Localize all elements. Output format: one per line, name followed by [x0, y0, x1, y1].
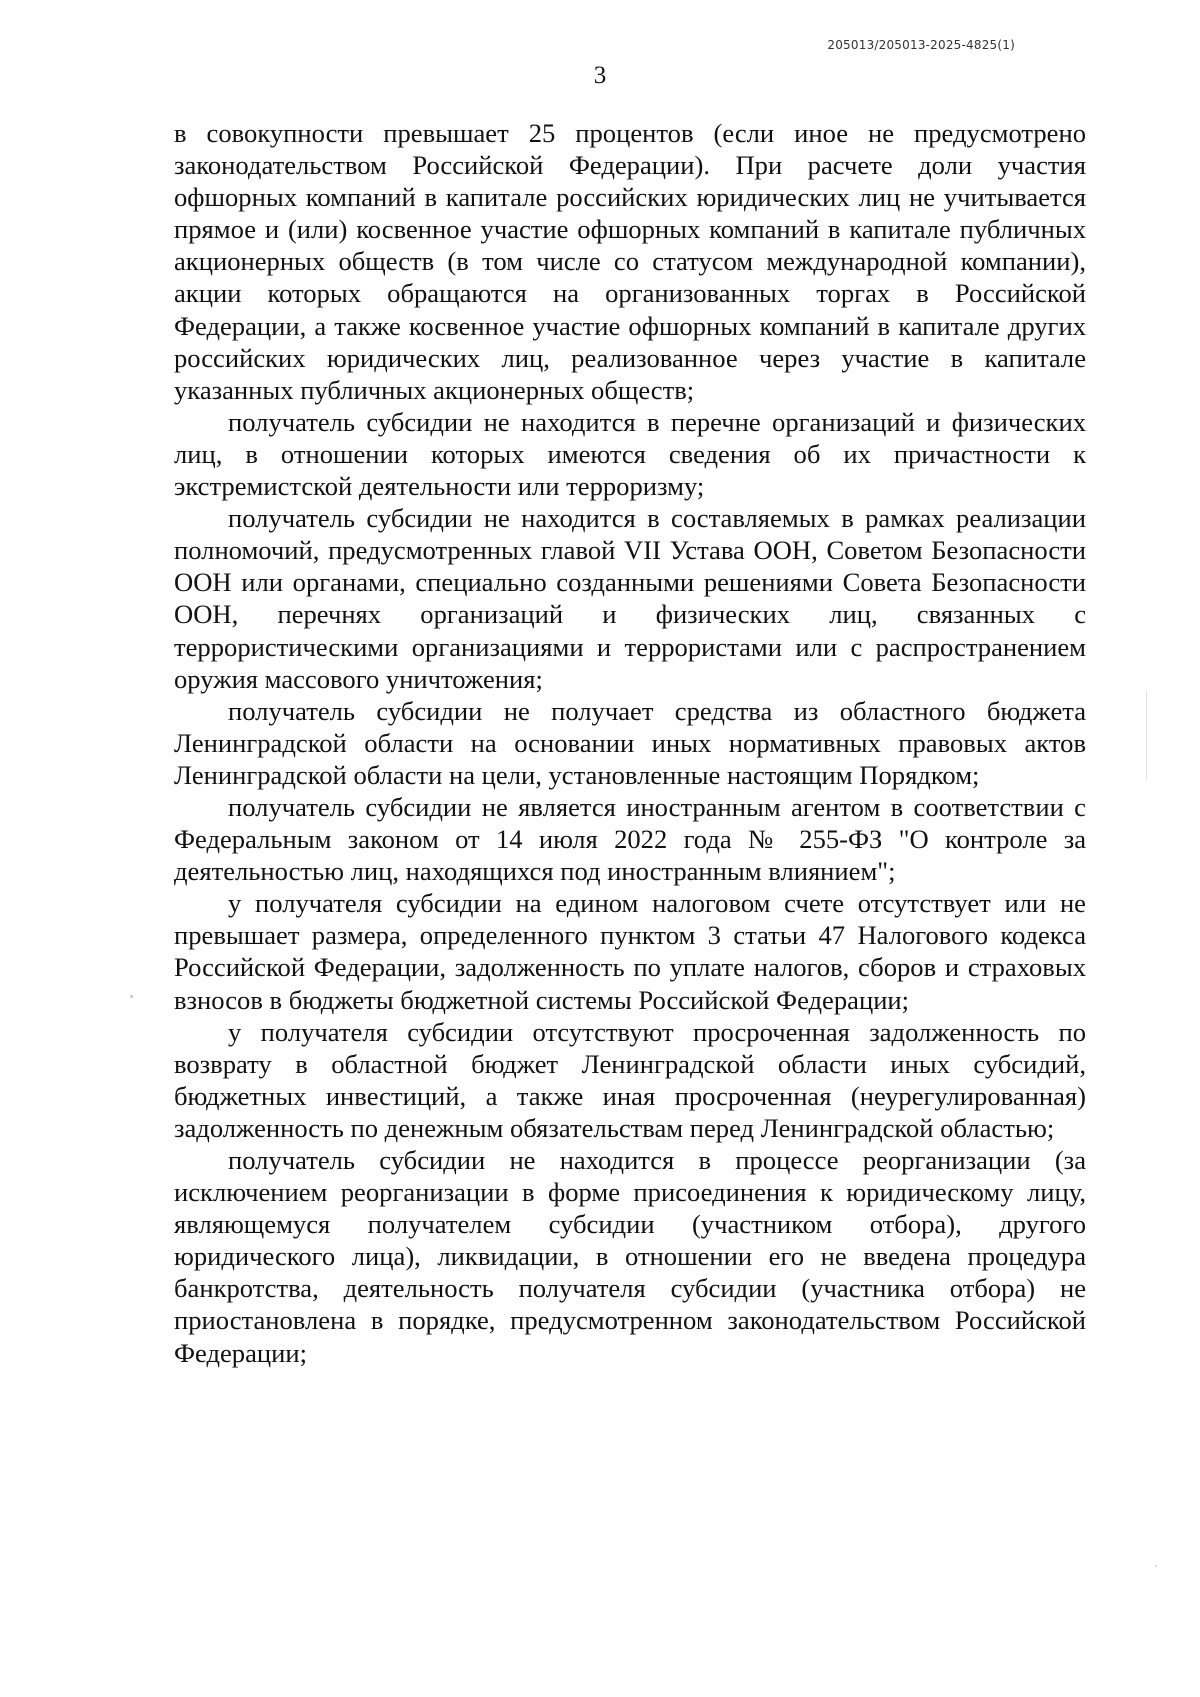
- scan-artifact-speck: [1155, 1565, 1157, 1567]
- paragraph-overdue-debt: у получателя субсидии отсутствуют просроченная задолженность по возврату в областной бюджет Ленинградской области иных субсидий, бюджетных инвестиций, а также иная просроченная (неурегулированная) задолженность по денежным обязательствам перед Ленинградской областью;: [174, 1016, 1086, 1143]
- page-number: 3: [593, 62, 607, 89]
- scan-artifact-speck: [130, 995, 133, 998]
- paragraph-tax-debt: у получателя субсидии на едином налоговом счете отсутствует или не превышает размера, определенного пунктом 3 статьи 47 Налогового кодекса Российской Федерации, задолженность по уплате налогов, сборов и страховых взносов в бюджеты бюджетной системы Российской Федерации;: [174, 888, 1086, 1015]
- paragraph-extremism-list: получатель субсидии не находится в перечне организаций и физических лиц, в отношении которых имеются сведения об их причастности к экстремистской деятельности или терроризму;: [174, 406, 1086, 502]
- document-id: 205013/205013-2025-4825(1): [827, 38, 1015, 52]
- paragraph-offshore-participation: в совокупности превышает 25 процентов (если иное не предусмотрено законодательством Российской Федерации). При расчете доли участия офшорных компаний в капитале российских юридических лиц не учитывается прямое и (или) косвенное участие офшорных компаний в капитале публичных акционерных обществ (в том числе со статусом международной компании), акции которых обращаются на организованных торгах в Российской Федерации, а также косвенное участие офшорных компаний в капитале других российских юридических лиц, реализованное через участие в капитале указанных публичных акционерных обществ;: [174, 118, 1086, 405]
- paragraph-foreign-agent: получатель субсидии не является иностранным агентом в соответствии с Федеральным законом от 14 июля 2022 года № 255-ФЗ "О контроле за деятельностью лиц, находящихся под иностранным влиянием";: [174, 791, 1086, 887]
- paragraph-un-sanctions-list: получатель субсидии не находится в составляемых в рамках реализации полномочий, предусмотренных главой VII Устава ООН, Советом Безопасности ООН или органами, специально созданными решениями Совета Безопасности ООН, перечнях организаций и физических лиц, связанных с террористическими организациями и террористами или с распространением оружия массового уничтожения;: [174, 503, 1086, 694]
- paragraph-no-other-funding: получатель субсидии не получает средства из областного бюджета Ленинградской области на основании иных нормативных правовых актов Ленинградской области на цели, установленные настоящим Порядком;: [174, 695, 1086, 790]
- paragraph-reorganization: получатель субсидии не находится в процессе реорганизации (за исключением реорганизации в форме присоединения к юридическому лицу, являющемуся получателем субсидии (участником отбора), другого юридического лица), ликвидации, в отношении его не введена процедура банкротства, деятельность получателя субсидии (участника отбора) не приостановлена в порядке, предусмотренном законодательством Российской Федерации;: [174, 1145, 1086, 1368]
- document-body: [174, 117, 1086, 1369]
- scan-artifact-line: [1146, 690, 1147, 780]
